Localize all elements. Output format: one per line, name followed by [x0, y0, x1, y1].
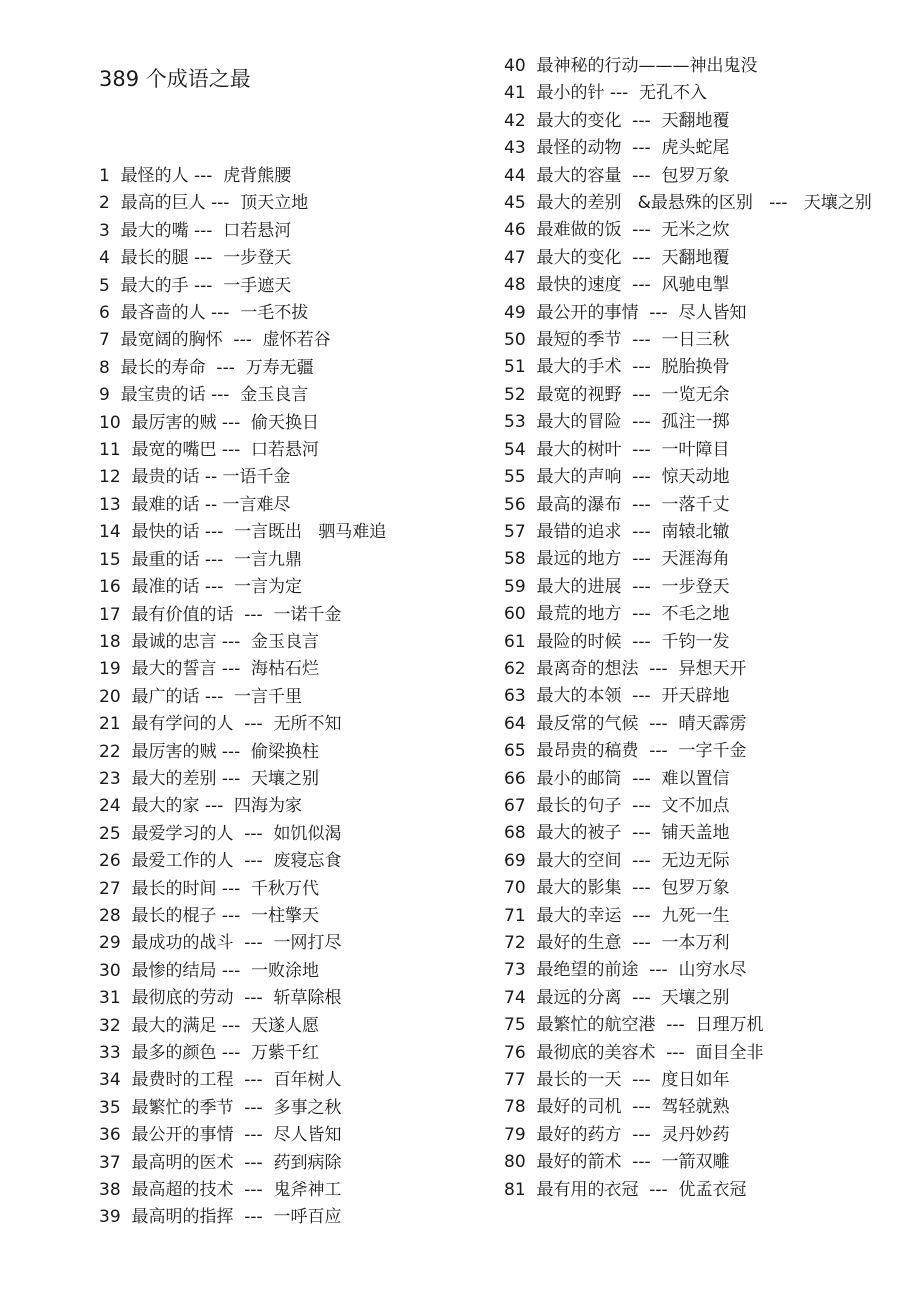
- idiom-entry: 12 最贵的话 -- 一语千金: [99, 467, 291, 488]
- idiom-entry: 44 最大的容量 --- 包罗万象: [504, 165, 730, 186]
- idiom-entry: 81 最有用的衣冠 --- 优孟衣冠: [504, 1179, 747, 1200]
- idiom-entry: 8 最长的寿命 --- 万寿无疆: [99, 357, 314, 378]
- idiom-entry: 73 最绝望的前途 --- 山穷水尽: [504, 960, 747, 981]
- idiom-entry: 55 最大的声响 --- 惊天动地: [504, 467, 730, 488]
- idiom-entry: 24 最大的家 --- 四海为家: [99, 796, 303, 817]
- idiom-entry: 31 最彻底的劳动 --- 斩草除根: [99, 988, 342, 1009]
- idiom-list-right: [504, 53, 874, 1204]
- idiom-entry: 48 最快的速度 --- 风驰电掣: [504, 275, 730, 296]
- idiom-entry: 62 最离奇的想法 --- 异想天开: [504, 658, 747, 679]
- idiom-entry: 58 最远的地方 --- 天涯海角: [504, 549, 730, 570]
- idiom-entry: 57 最错的追求 --- 南辕北辙: [504, 521, 730, 542]
- idiom-entry: 68 最大的被子 --- 铺天盖地: [504, 823, 730, 844]
- idiom-entry: 49 最公开的事情 --- 尽人皆知: [504, 302, 747, 323]
- idiom-entry: 63 最大的本领 --- 开天辟地: [504, 686, 730, 707]
- idiom-entry: 29 最成功的战斗 --- 一网打尽: [99, 933, 342, 954]
- idiom-entry: 7 最宽阔的胸怀 --- 虚怀若谷: [99, 330, 331, 351]
- idiom-entry: 43 最怪的动物 --- 虎头蛇尾: [504, 138, 730, 159]
- idiom-entry: 67 最长的句子 --- 文不加点: [504, 795, 730, 816]
- idiom-entry: 21 最有学问的人 --- 无所不知: [99, 714, 342, 735]
- idiom-entry: 11 最宽的嘴巴 --- 口若悬河: [99, 440, 320, 461]
- idiom-entry: 1 最怪的人 --- 虎背熊腰: [99, 166, 292, 186]
- idiom-entry: 45 最大的差别 &最悬殊的区别 --- 天壤之别: [504, 193, 872, 214]
- idiom-entry: 27 最长的时间 --- 千秋万代: [99, 878, 320, 899]
- idiom-entry: 34 最费时的工程 --- 百年树人: [99, 1070, 342, 1091]
- idiom-entry: 4 最长的腿 --- 一步登天: [99, 248, 292, 269]
- idiom-entry: 60 最荒的地方 --- 不毛之地: [504, 604, 730, 625]
- idiom-entry: 70 最大的影集 --- 包罗万象: [504, 878, 730, 899]
- idiom-entry: 9 最宝贵的话 --- 金玉良言: [99, 385, 309, 406]
- idiom-entry: 66 最小的邮筒 --- 难以置信: [504, 768, 730, 789]
- idiom-entry: 75 最繁忙的航空港 --- 日理万机: [504, 1015, 764, 1036]
- idiom-entry: 5 最大的手 --- 一手遮天: [99, 275, 292, 296]
- idiom-entry: 71 最大的幸运 --- 九死一生: [504, 905, 730, 926]
- idiom-entry: 26 最爱工作的人 --- 废寝忘食: [99, 851, 342, 872]
- idiom-entry: 38 最高超的技术 --- 鬼斧神工: [99, 1180, 342, 1201]
- idiom-entry: 23 最大的差别 --- 天壤之别: [99, 768, 320, 789]
- idiom-entry: 65 最昂贵的稿费 --- 一字千金: [504, 741, 747, 762]
- idiom-entry: 54 最大的树叶 --- 一叶障目: [504, 439, 730, 460]
- idiom-entry: 61 最险的时候 --- 千钧一发: [504, 631, 730, 652]
- idiom-entry: 79 最好的药方 --- 灵丹妙药: [504, 1124, 730, 1145]
- idiom-entry: 41 最小的针 --- 无孔不入: [504, 83, 708, 104]
- idiom-entry: 10 最厉害的贼 --- 偷天换日: [99, 412, 320, 433]
- idiom-entry: 30 最惨的结局 --- 一败涂地: [99, 960, 320, 981]
- idiom-entry: 69 最大的空间 --- 无边无际: [504, 850, 730, 871]
- idiom-entry: 76 最彻底的美容术 --- 面目全非: [504, 1042, 764, 1063]
- idiom-entry: 33 最多的颜色 --- 万紫千红: [99, 1043, 320, 1063]
- idiom-entry: 72 最好的生意 --- 一本万利: [504, 933, 730, 953]
- idiom-entry: 32 最大的满足 --- 天遂人愿: [99, 1015, 320, 1036]
- idiom-entry: 56 最高的瀑布 --- 一落千丈: [504, 494, 730, 515]
- idiom-entry: 80 最好的箭术 --- 一箭双雕: [504, 1152, 730, 1173]
- idiom-entry: 77 最长的一天 --- 度日如年: [504, 1070, 730, 1091]
- idiom-entry: 19 最大的誓言 --- 海枯石烂: [99, 659, 320, 680]
- idiom-entry: 46 最难做的饭 --- 无米之炊: [504, 220, 730, 241]
- idiom-entry: 14 最快的话 --- 一言既出 驷马难追: [99, 522, 387, 543]
- idiom-list-left: [99, 163, 494, 1232]
- idiom-entry: 39 最高明的指挥 --- 一呼百应: [99, 1207, 342, 1228]
- idiom-entry: 78 最好的司机 --- 驾轻就熟: [504, 1097, 730, 1118]
- idiom-entry: 28 最长的棍子 --- 一柱擎天: [99, 905, 320, 926]
- document-title: 389 个成语之最: [99, 67, 251, 91]
- idiom-entry: 74 最远的分离 --- 天壤之别: [504, 987, 730, 1008]
- idiom-entry: 22 最厉害的贼 --- 偷梁换柱: [99, 741, 320, 762]
- idiom-entry: 13 最难的话 -- 一言难尽: [99, 494, 291, 515]
- idiom-entry: 64 最反常的气候 --- 晴天霹雳: [504, 713, 747, 734]
- idiom-entry: 17 最有价值的话 --- 一诺千金: [99, 604, 342, 625]
- idiom-entry: 53 最大的冒险 --- 孤注一掷: [504, 412, 730, 433]
- idiom-entry: 40 最神秘的行动———神出鬼没: [504, 56, 758, 76]
- idiom-entry: 52 最宽的视野 --- 一览无余: [504, 384, 730, 405]
- idiom-entry: 51 最大的手术 --- 脱胎换骨: [504, 357, 730, 378]
- idiom-entry: 25 最爱学习的人 --- 如饥似渴: [99, 823, 342, 844]
- idiom-entry: 36 最公开的事情 --- 尽人皆知: [99, 1125, 342, 1146]
- idiom-entry: 42 最大的变化 --- 天翻地覆: [504, 110, 730, 131]
- idiom-entry: 20 最广的话 --- 一言千里: [99, 686, 303, 707]
- idiom-entry: 37 最高明的医术 --- 药到病除: [99, 1152, 342, 1173]
- idiom-entry: 59 最大的进展 --- 一步登天: [504, 576, 730, 597]
- idiom-entry: 6 最吝啬的人 --- 一毛不拔: [99, 303, 309, 324]
- idiom-entry: 3 最大的嘴 --- 口若悬河: [99, 220, 292, 241]
- idiom-entry: 35 最繁忙的季节 --- 多事之秋: [99, 1097, 342, 1118]
- idiom-entry: 16 最准的话 --- 一言为定: [99, 577, 303, 598]
- idiom-entry: 18 最诚的忠言 --- 金玉良言: [99, 631, 320, 652]
- idiom-entry: 15 最重的话 --- 一言九鼎: [99, 549, 303, 570]
- idiom-entry: 2 最高的巨人 --- 顶天立地: [99, 193, 309, 214]
- idiom-entry: 50 最短的季节 --- 一日三秋: [504, 330, 730, 351]
- idiom-entry: 47 最大的变化 --- 天翻地覆: [504, 247, 730, 268]
